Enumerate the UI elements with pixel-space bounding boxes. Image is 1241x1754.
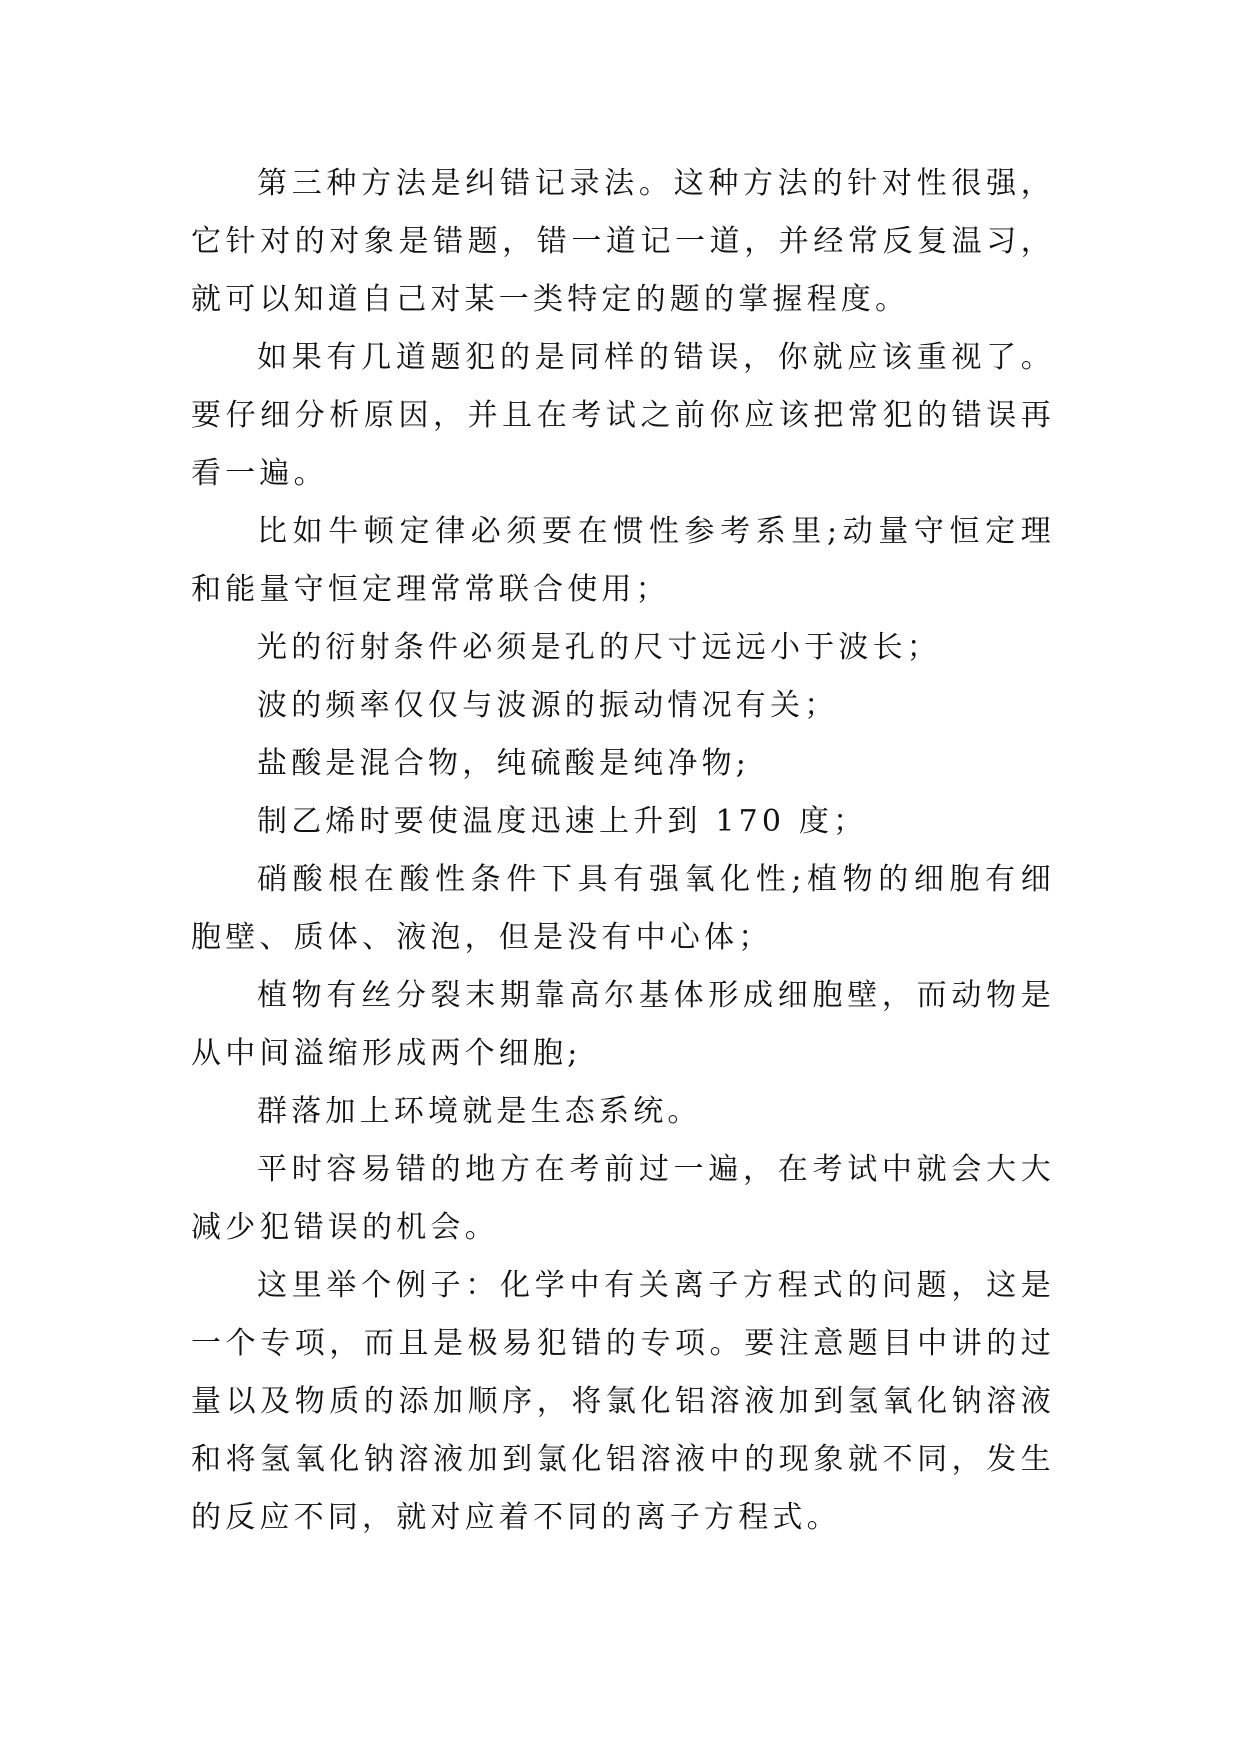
- paragraph-10: 群落加上环境就是生态系统。: [257, 1094, 702, 1129]
- paragraph-6: 盐酸是混合物，纯硫酸是纯净物;: [257, 746, 751, 781]
- paragraph-5: 波的频率仅仅与波源的振动情况有关；: [257, 688, 839, 723]
- paragraph-12: 这里举个例子：化学中有关离子方程式的问题，这是一个专项，而且是极易犯错的专项。要注意题目中讲的过量以及物质的添加顺序，将氯化铝溶液加到氢氧化钠溶液和将氢氧化钠溶液加到氯化铝溶液中的现象就不同，发生的反应不同，就对应着不同的离子方程式。: [191, 1268, 1055, 1535]
- paragraph-3: 比如牛顿定律必须要在惯性参考系里;动量守恒定理和能量守恒定理常常联合使用；: [191, 514, 1055, 607]
- paragraph-4: 光的衍射条件必须是孔的尺寸远远小于波长；: [257, 630, 941, 665]
- paragraph-11: 平时容易错的地方在考前过一遍，在考试中就会大大减少犯错误的机会。: [191, 1152, 1055, 1245]
- paragraph-8: 硝酸根在酸性条件下具有强氧化性;植物的细胞有细胞壁、质体、液泡，但是没有中心体；: [191, 862, 1055, 955]
- paragraph-2: 如果有几道题犯的是同样的错误，你就应该重视了。要仔细分析原因，并且在考试之前你应该把常犯的错误再看一遍。: [191, 340, 1055, 491]
- paragraph-7: 制乙烯时要使温度迅速上升到 170 度；: [257, 804, 868, 839]
- paragraph-1: 第三种方法是纠错记录法。这种方法的针对性很强，它针对的对象是错题，错一道记一道，并经常反复温习，就可以知道自己对某一类特定的题的掌握程度。: [191, 166, 1055, 317]
- document-body: [191, 155, 1055, 1547]
- paragraph-9: 植物有丝分裂末期靠高尔基体形成细胞壁，而动物是从中间溢缩形成两个细胞;: [191, 978, 1055, 1071]
